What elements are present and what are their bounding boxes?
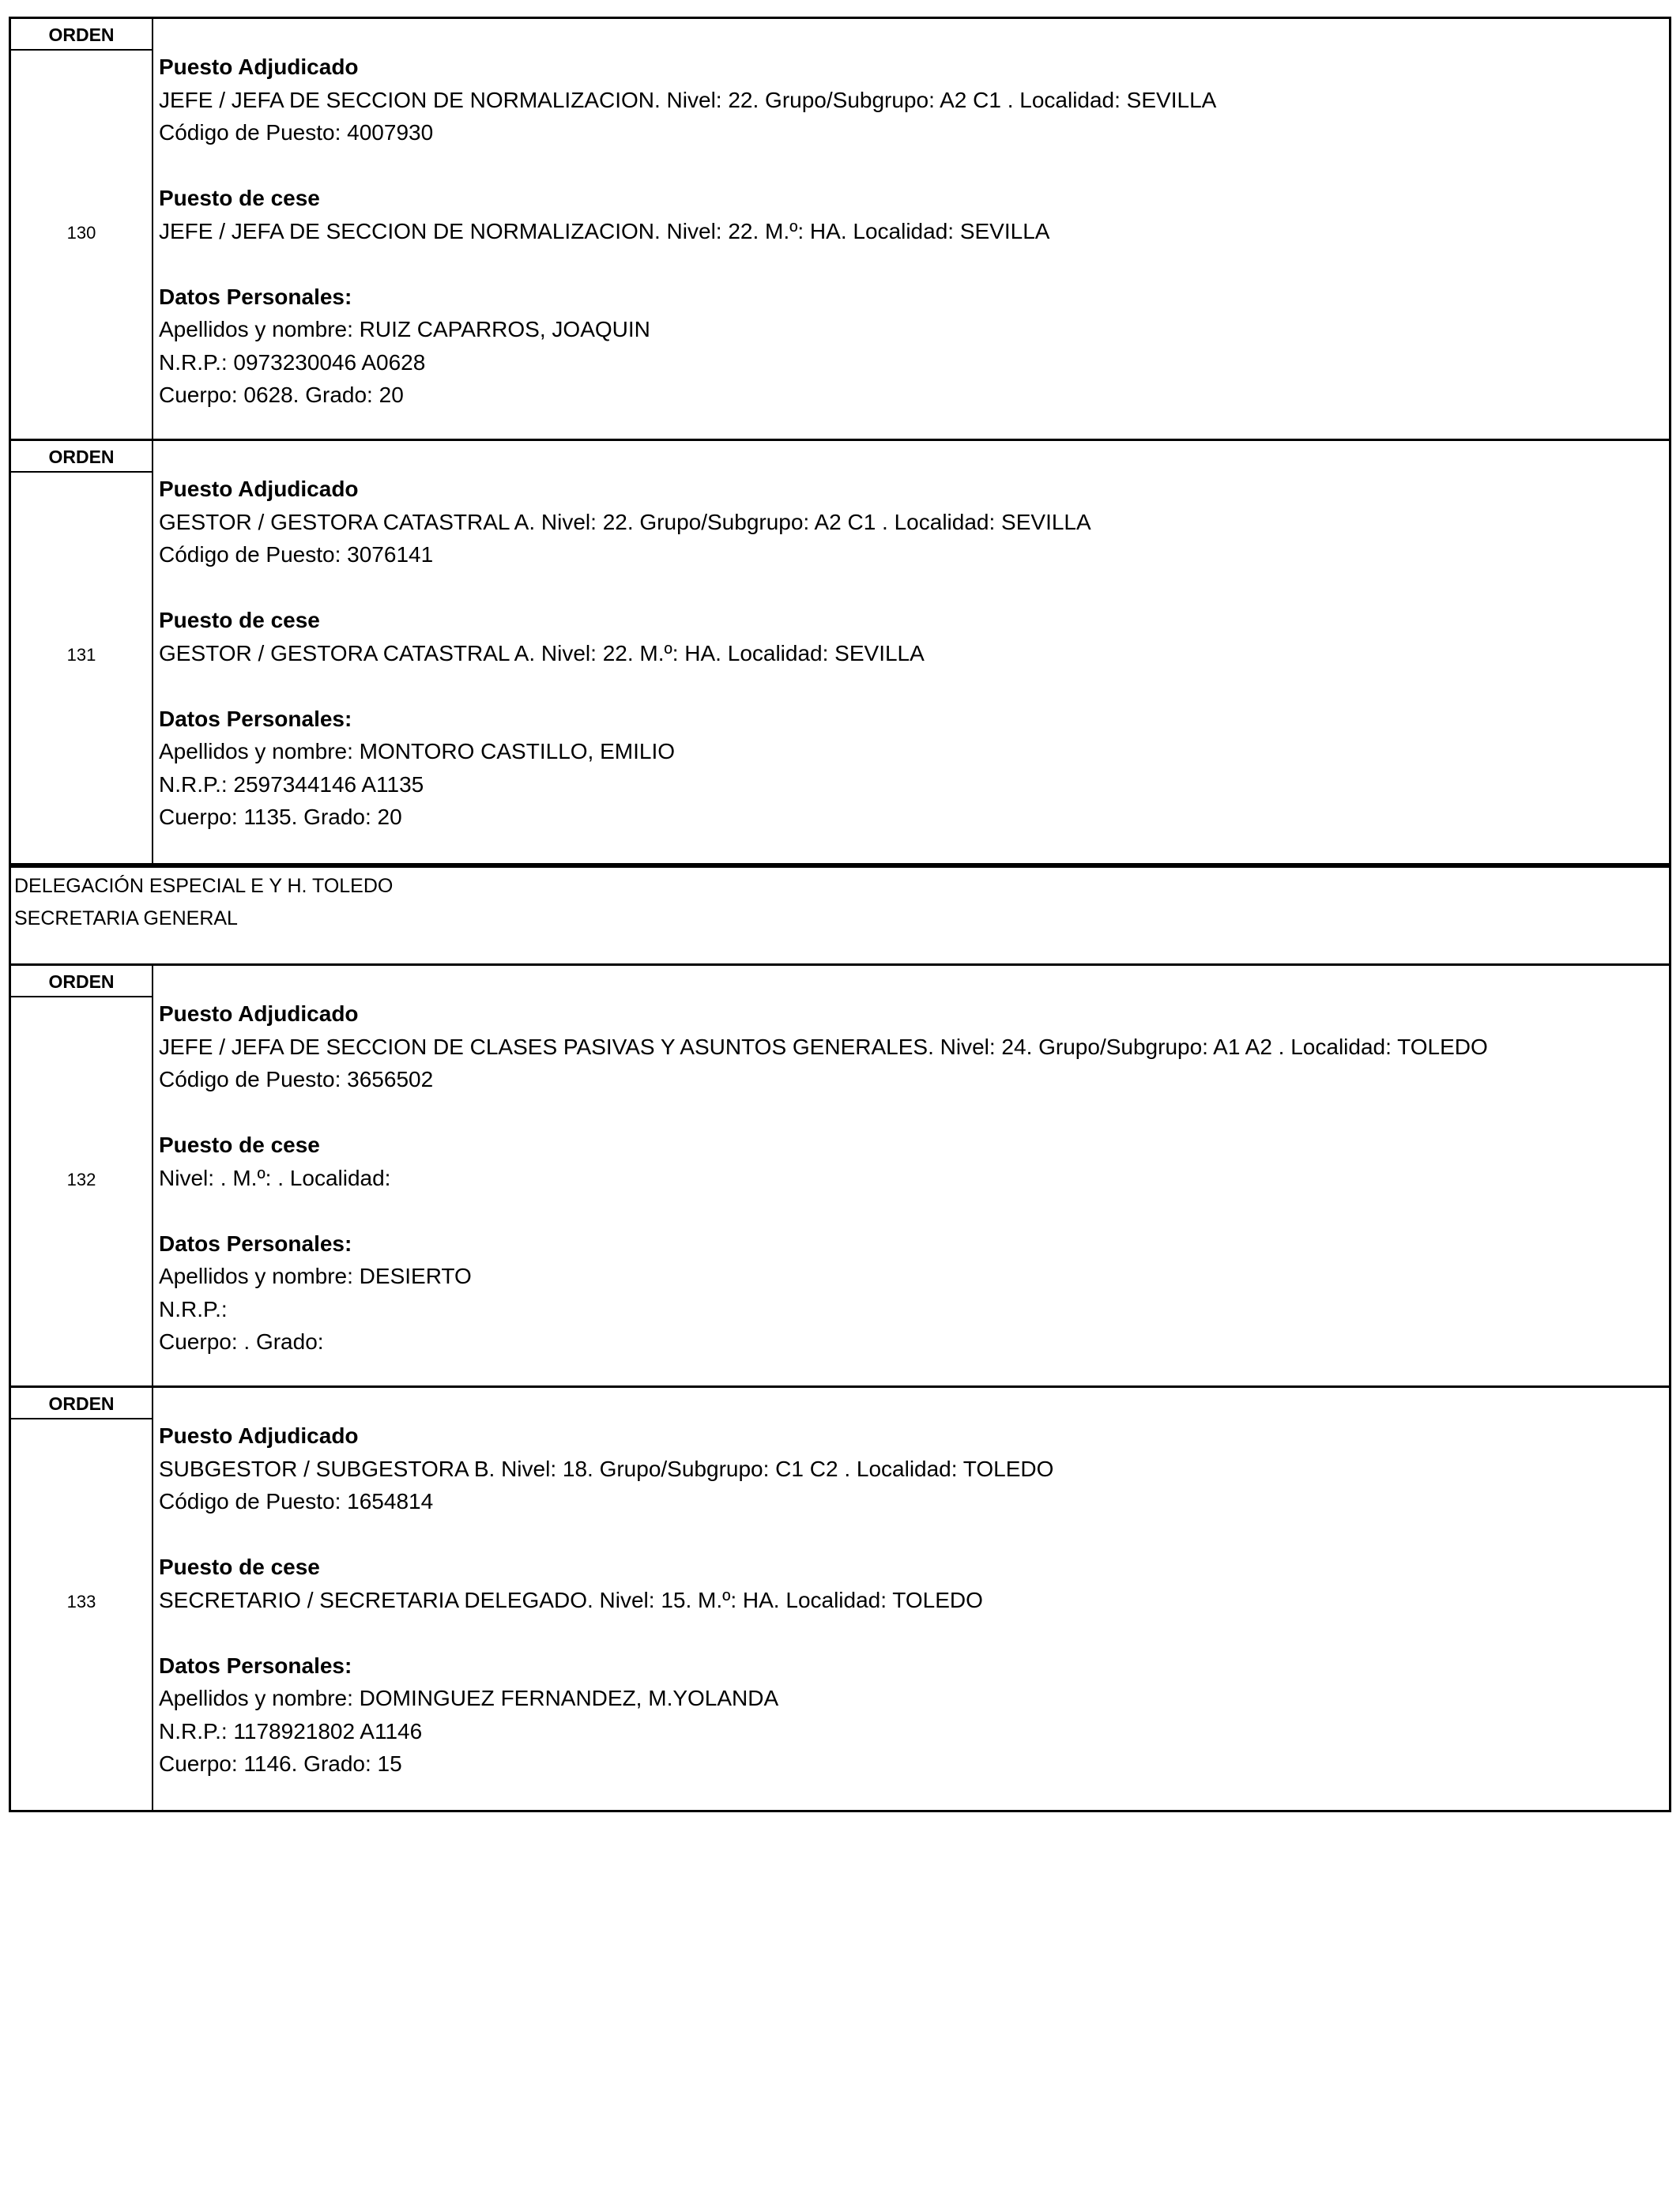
- puesto-adjudicado-heading: Puesto Adjudicado: [159, 477, 359, 501]
- puesto-adjudicado-desc: JEFE / JEFA DE SECCION DE NORMALIZACION. Nivel: 22. Grupo/Subgrupo: A2 C1 . Localidad: SEVILLA: [159, 87, 1217, 112]
- entry-content: [159, 997, 1661, 1359]
- puesto-adjudicado-desc: SUBGESTOR / SUBGESTORA B. Nivel: 18. Grupo/Subgrupo: C1 C2 . Localidad: TOLEDO: [159, 1456, 1054, 1481]
- nrp: N.R.P.:: [159, 1296, 228, 1321]
- puesto-adjudicado-heading: Puesto Adjudicado: [159, 1423, 359, 1448]
- orden-header: ORDEN: [11, 441, 152, 473]
- orden-number: 131: [66, 645, 96, 665]
- codigo-puesto: Código de Puesto: 4007930: [159, 120, 434, 145]
- orden-column: [11, 441, 153, 863]
- codigo-puesto: Código de Puesto: 3656502: [159, 1067, 434, 1091]
- entry-block-131: [9, 441, 1671, 865]
- apellidos-nombre: Apellidos y nombre: MONTORO CASTILLO, EMILIO: [159, 739, 676, 763]
- apellidos-nombre: Apellidos y nombre: DESIERTO: [159, 1264, 472, 1288]
- puesto-cese-desc: GESTOR / GESTORA CATASTRAL A. Nivel: 22. M.º: HA. Localidad: SEVILLA: [159, 640, 925, 665]
- nrp: N.R.P.: 1178921802 A1146: [159, 1718, 423, 1744]
- entry-content: [159, 51, 1661, 412]
- puesto-adjudicado-desc: JEFE / JEFA DE SECCION DE CLASES PASIVAS Y ASUNTOS GENERALES. Nivel: 24. Grupo/Subgrupo: A1 A2 . Localidad: TOLEDO: [159, 1034, 1488, 1059]
- entry-block-133: [9, 1388, 1671, 1812]
- cuerpo-grado: Cuerpo: 1146. Grado: 15: [159, 1751, 402, 1776]
- datos-personales-heading: Datos Personales:: [159, 706, 352, 731]
- codigo-puesto: Código de Puesto: 3076141: [159, 542, 434, 567]
- apellidos-nombre: Apellidos y nombre: RUIZ CAPARROS, JOAQUIN: [159, 317, 650, 341]
- orden-header: ORDEN: [11, 966, 152, 997]
- datos-personales-heading: Datos Personales:: [159, 1653, 352, 1678]
- entry-block-130: [9, 17, 1671, 441]
- apellidos-nombre: Apellidos y nombre: DOMINGUEZ FERNANDEZ, M.YOLANDA: [159, 1686, 779, 1710]
- puesto-cese-desc: SECRETARIO / SECRETARIA DELEGADO. Nivel: 15. M.º: HA. Localidad: TOLEDO: [159, 1587, 983, 1612]
- puesto-cese-desc: JEFE / JEFA DE SECCION DE NORMALIZACION. Nivel: 22. M.º: HA. Localidad: SEVILLA: [159, 218, 1050, 243]
- cuerpo-grado: Cuerpo: . Grado:: [159, 1329, 324, 1354]
- orden-header: ORDEN: [11, 1388, 152, 1419]
- orden-header: ORDEN: [11, 19, 152, 51]
- puesto-cese-heading: Puesto de cese: [159, 1555, 320, 1579]
- entry-block-132: [9, 963, 1671, 1388]
- cuerpo-grado: Cuerpo: 0628. Grado: 20: [159, 383, 404, 407]
- orden-column: [11, 966, 153, 1385]
- entry-content: [159, 473, 1661, 834]
- puesto-cese-heading: Puesto de cese: [159, 608, 320, 632]
- puesto-cese-heading: Puesto de cese: [159, 186, 320, 210]
- codigo-puesto: Código de Puesto: 1654814: [159, 1489, 434, 1514]
- cuerpo-grado: Cuerpo: 1135. Grado: 20: [159, 805, 402, 829]
- entry-content: [159, 1419, 1661, 1781]
- orden-column: [11, 1388, 153, 1810]
- orden-column: [11, 19, 153, 439]
- datos-personales-heading: Datos Personales:: [159, 1231, 352, 1256]
- nrp: N.R.P.: 2597344146 A1135: [159, 771, 424, 797]
- orden-number: 133: [66, 1592, 96, 1612]
- section-secretaria: SECRETARIA GENERAL: [14, 907, 238, 929]
- orden-number: 132: [66, 1170, 96, 1189]
- datos-personales-heading: Datos Personales:: [159, 284, 352, 309]
- section-delegacion: DELEGACIÓN ESPECIAL E Y H. TOLEDO: [14, 875, 394, 897]
- puesto-cese-desc: Nivel: . M.º: . Localidad:: [159, 1165, 391, 1190]
- nrp: N.R.P.: 0973230046 A0628: [159, 349, 426, 375]
- puesto-adjudicado-desc: GESTOR / GESTORA CATASTRAL A. Nivel: 22. Grupo/Subgrupo: A2 C1 . Localidad: SEVILLA: [159, 509, 1091, 534]
- orden-number: 130: [66, 223, 96, 243]
- puesto-cese-heading: Puesto de cese: [159, 1133, 320, 1157]
- section-header: [9, 865, 1671, 963]
- puesto-adjudicado-heading: Puesto Adjudicado: [159, 1001, 359, 1026]
- puesto-adjudicado-heading: Puesto Adjudicado: [159, 55, 359, 79]
